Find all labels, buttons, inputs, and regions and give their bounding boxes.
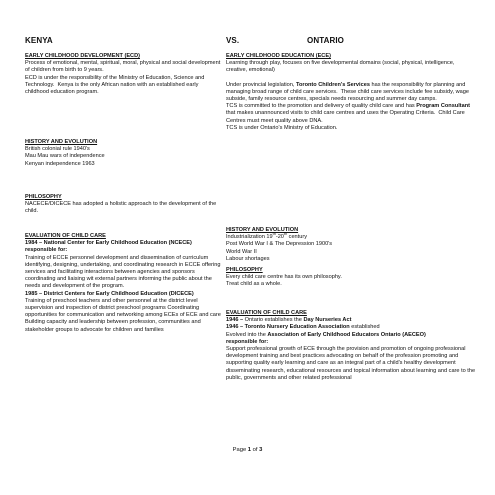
tnea-post: established	[349, 324, 380, 331]
tnea-line	[226, 324, 476, 331]
ontario-history-line: World War II	[226, 248, 257, 255]
century-dash: -20	[275, 234, 284, 241]
para-3-pre: TCS is committed to the promotion and delivery of quality child care and has	[226, 103, 417, 110]
superscript-th: th	[283, 232, 288, 237]
para-2-post: has the responsibility for planning and managing broad range of child care services. These child care services include fee subsidy, wage subside, family resource centres, specials needs resourcing and summer day camps.	[226, 81, 471, 103]
ontario-ece-title: EARLY CHILDHOOD EDUCATION (ECE)	[226, 53, 331, 59]
kenya-history-section	[25, 139, 223, 168]
aeceo-name: Association of Early Childhood Educators Ontario (AECEO)	[267, 331, 426, 338]
aeceo-description: Support professional growth of ECE through the provision and promotion of ongoing professional development training and best practices advocating on behalf of the profession promoting and supporting quality early learning and care as an integral part of a child's healthy development disseminating research, educational resources and topical information about learning and care to the public, governments and other related professional	[226, 346, 477, 381]
kenya-philosophy-section	[25, 194, 223, 216]
kenya-ecd-title: EARLY CHILDHOOD DEVELOPMENT (ECD)	[25, 53, 140, 59]
aeceo-line	[226, 332, 476, 339]
kenya-history-line: British colonial rule 1940's	[25, 146, 90, 153]
year-1946: 1946 –	[226, 317, 245, 324]
page-word: Page	[232, 447, 247, 453]
kenya-ecd-para-1: Process of emotional, mental, spiritual, moral, physical and social development of children from birth to 9 years.	[25, 60, 222, 74]
day-nurseries-pre: Ontario establishes the	[244, 317, 304, 324]
kenya-history-title: HISTORY AND EVOLUTION	[25, 139, 98, 145]
day-nurseries-act: Day Nurseries Act	[303, 317, 352, 324]
kenya-history-line: Mau Mau wars of independence	[25, 153, 105, 160]
ontario-philosophy-line: Treat child as a whole.	[226, 281, 282, 288]
ontario-evaluation-section	[226, 310, 476, 382]
page-footer	[0, 447, 495, 453]
aeceo-pre: Evolved into the	[226, 331, 268, 338]
ontario-ece-para-2	[226, 82, 476, 104]
aeceo-responsible: responsible for:	[226, 338, 269, 345]
ontario-ece-section	[226, 53, 476, 132]
kenya-evaluation-section	[25, 233, 223, 334]
ontario-history-title: HISTORY AND EVOLUTION	[226, 227, 299, 233]
ontario-philosophy-line: Every child care centre has its own philosophy.	[226, 274, 342, 281]
ncece-text: Training of ECCE personnel development and dissemination of curriculum identifying, designing, undertaking, and coordinating research in ECCE offering services and facilitating interactions between agencies and sponsors coordinating and liaising wit external partners informing the public about the needs and development of the program.	[25, 254, 223, 290]
ontario-philosophy-section	[226, 267, 476, 289]
industrialization-text: Industrialization 19	[226, 234, 273, 241]
ontario-history-line	[226, 234, 476, 241]
ncece-heading: 1984 – National Center for Early Childhood Education (NCECE) responsible for:	[25, 240, 194, 254]
tnea-name: 1946 – Toronto Nursery Education Association	[226, 324, 350, 331]
vs-header: VS.	[226, 36, 240, 45]
kenya-history-line: Kenyan independence 1963	[25, 160, 95, 167]
ontario-evaluation-title: EVALUATION OF CHILD CARE	[226, 310, 307, 316]
kenya-header: KENYA	[25, 36, 53, 45]
ontario-ece-para-4: TCS is under Ontario's Ministry of Education.	[226, 124, 338, 131]
para-2-pre: Under provincial legislation,	[226, 81, 296, 88]
para-3-post: that makes unannounced visits to child care centres and uses the Operating Criteria. Child Care Centres must meet quality above DNA.	[226, 103, 472, 124]
ontario-philosophy-title: PHILOSOPHY	[226, 267, 263, 273]
program-consultant: Program Consultant	[416, 103, 471, 110]
century-word: century	[287, 234, 307, 241]
ontario-header: ONTARIO	[307, 36, 344, 45]
kenya-ecd-section	[25, 53, 223, 96]
kenya-evaluation-title: EVALUATION OF CHILD CARE	[25, 233, 106, 239]
page-number: 1	[247, 447, 252, 453]
page-total: 3	[259, 447, 263, 453]
toronto-childrens-services: Toronto Children's Services	[295, 81, 370, 88]
superscript-th: th	[272, 232, 276, 237]
kenya-philosophy-title: PHILOSOPHY	[25, 194, 62, 200]
ontario-ece-para-1: Learning through play, focuses on five developmental domains (social, physical, intelligence, creative, emotional)	[226, 60, 457, 74]
ontario-history-line: Labour shortages	[226, 255, 270, 262]
dicece-heading: 1985 – District Centers for Early Childhood Education (DICECE)	[25, 290, 194, 297]
ontario-ece-para-3	[226, 103, 476, 125]
of-word: of	[252, 447, 258, 453]
kenya-philosophy-text: NACECE/DICECE has adopted a holistic approach to the development of the child.	[25, 201, 218, 215]
dicece-text: Training of preschool teachers and other personnel at the district level supervision and inspection of district preschool programs Coordinating opportunities for communication and networking among ECEs of ECE and care Building capacity and leadership between profession, communities and stakeholder groups to advocate for children and families	[25, 297, 221, 333]
day-nurseries-line	[226, 317, 476, 324]
kenya-ecd-para-2: ECD is under the responsibility of the Ministry of Education, Science and Technology. Kenya is the only African nation with an established early childhood education program.	[25, 74, 206, 96]
ontario-history-line: Post World War I & The Depression 1900's	[226, 241, 333, 248]
ontario-history-section	[226, 227, 476, 263]
